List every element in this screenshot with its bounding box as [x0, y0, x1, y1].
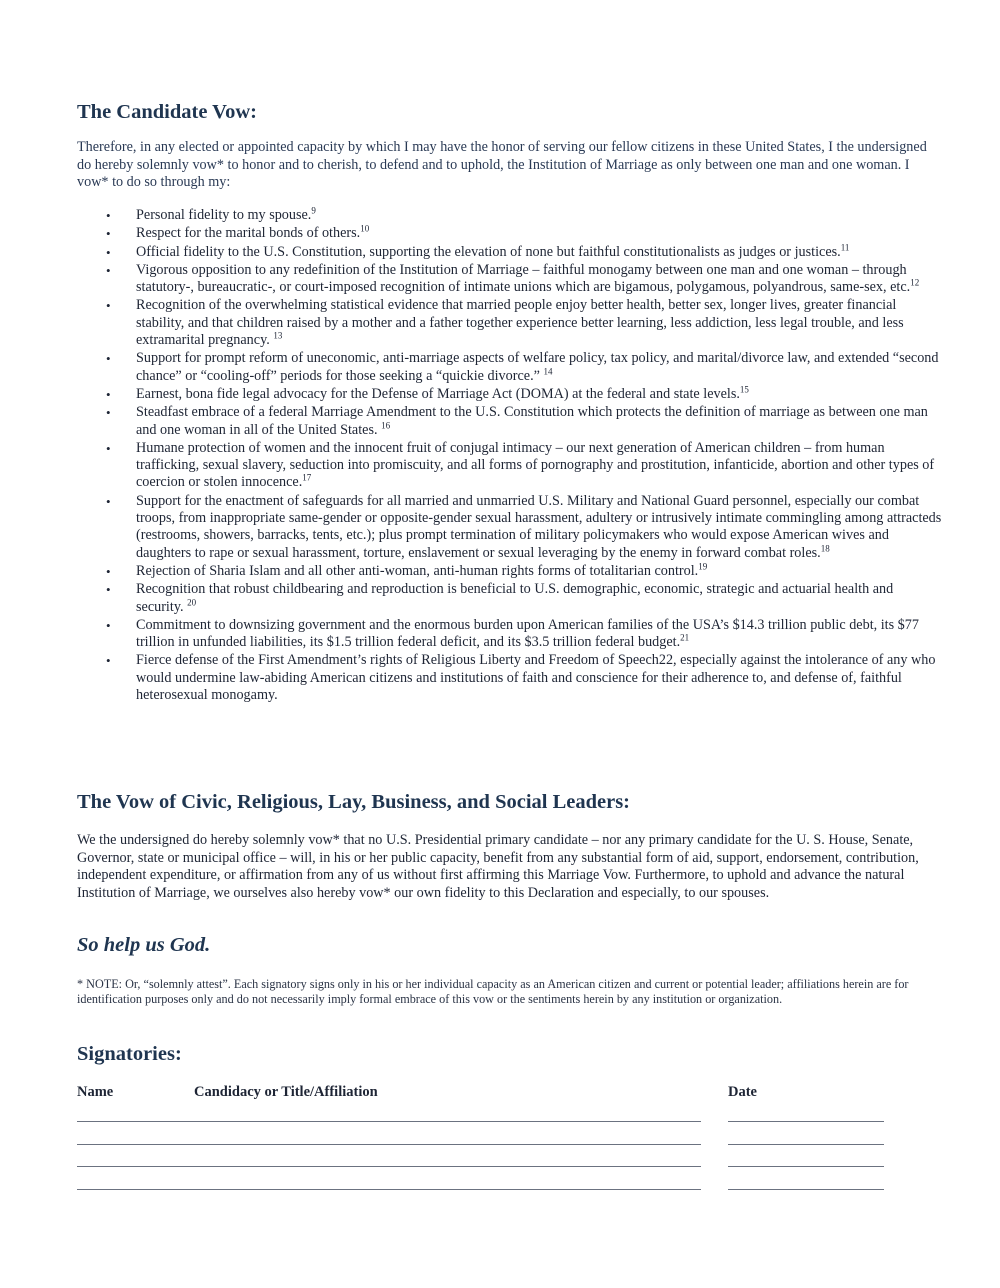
footnote-ref: 15 [739, 384, 749, 395]
bullet-icon: • [106, 493, 111, 509]
bullet-icon: • [106, 298, 111, 314]
footnote-ref: 16 [381, 419, 391, 430]
candidate-vow-intro: Therefore, in any elected or appointed capacity by which I may have the honor of serving our fellow citizens in these United States, I the undersigned do hereby solemnly vow* to honor and to cherish, to defend and to uphold, the Institution of Marriage as only between one man and one woman. I vow* to do so through my: [77, 139, 927, 190]
vow-commitment-text: Recognition that robust childbearing and reproduction is beneficial to U.S. demographic, economic, strategic and actuarial health and security. $^{20}$ [136, 581, 894, 615]
vow-commitment-item [77, 563, 943, 580]
vow-commitment-text: Fierce defense of the First Amendment’s rights of Religious Liberty and Freedom of Speech22, especially against the intolerance of any who would undermine law-abiding American citizens and institutions of faith and conscience for their adherence to, and defense of, faithful heterosexual monogamy. [136, 652, 936, 704]
bullet-icon: • [106, 262, 111, 278]
vow-commitment-text: Humane protection of women and the innocent fruit of conjugal intimacy – our next generation of American children – from human trafficking, sexual slavery, seduction into promiscuity, and all forms of pornography and prostitution, infanticide, abortion and other types of coercion or stolen innocence.$^{17}$ [136, 439, 935, 491]
bullet-icon: • [106, 386, 111, 402]
civic-vow-text: We the undersigned do hereby solemnly vow* that no U.S. Presidential primary candidate – nor any primary candidate for the U. S. House, Senate, Governor, state or municipal office – will, in his or her public capacity, benefit from any substantial form of aid, support, endorsement, contribution, independent expenditure, or affirmation from any of us without first affirming this Marriage Vow. Furthermore, to uphold and advance the natural Institution of Marriage, we ourselves also hereby vow* our own fidelity to this Declaration and especially, to our spouses. [77, 832, 919, 901]
vow-commitment-item [77, 440, 943, 492]
vow-commitment-item [77, 493, 943, 562]
vow-commitment-item [77, 241, 943, 261]
vow-commitment-item [77, 386, 943, 403]
vow-commitment-item [77, 350, 943, 385]
footnote-ref: 12 [910, 277, 920, 288]
bullet-icon: • [106, 244, 111, 260]
bullet-icon: • [106, 653, 111, 669]
name-column-header: Name [77, 1084, 114, 1100]
date-line[interactable] [728, 1166, 884, 1167]
date-line[interactable] [728, 1121, 884, 1122]
bullet-icon: • [106, 351, 111, 367]
footnote-note: * NOTE: Or, “solemnly attest”. Each signatory signs only in his or her individual capacity as an American citizen and current or potential leader; affiliations herein are for identification purposes only and do not necessarily imply formal embrace of this vow or the sentiments herein by any institution or organization. [77, 977, 909, 1006]
candidate-vow-heading: The Candidate Vow: [77, 101, 257, 123]
bullet-icon: • [106, 617, 111, 633]
date-line[interactable] [728, 1144, 884, 1145]
footnote-ref: 11 [840, 241, 850, 252]
footnote-ref: 18 [820, 542, 830, 553]
vow-commitment-text: Earnest, bona fide legal advocacy for the Defense of Marriage Act (DOMA) at the federal and state levels.$^{15}$ [136, 384, 749, 402]
bullet-icon: • [106, 226, 111, 242]
vow-commitment-item [77, 297, 943, 349]
vow-commitment-item [77, 652, 943, 704]
vow-commitment-item [77, 581, 943, 616]
bullet-icon: • [106, 563, 111, 579]
vow-commitment-text: Support for prompt reform of uneconomic, anti-marriage aspects of welfare policy, tax policy, and marital/divorce law, and extended “second chance” or “cooling-off” periods for those seeking a “quickie divorce.” $^{14}$ [136, 350, 939, 384]
footnote-ref: 10 [360, 223, 370, 234]
vow-commitment-text: Official fidelity to the U.S. Constitution, supporting the elevation of none but faithful constitutionalists as judges or justices.$^{11}$ [136, 241, 850, 260]
vow-commitment-text: Steadfast embrace of a federal Marriage Amendment to the U.S. Constitution which protects the definition of marriage as between one man and one woman in all of the United States. $^{16}$ [136, 404, 928, 438]
bullet-icon: • [106, 405, 111, 421]
footnote-ref: 17 [302, 472, 312, 483]
footnote-ref: 13 [273, 330, 283, 341]
vow-commitment-text: Vigorous opposition to any redefinition of the Institution of Marriage – faithful monogamy between one man and one woman – through statutory-, bureaucratic-, or court-imposed recognition of intimate unions which are bigamous, polygamous, polyandrous, same-sex, etc.$^{12}$ [136, 261, 920, 296]
bullet-icon: • [106, 582, 111, 598]
signature-line[interactable] [77, 1144, 701, 1145]
vow-commitment-text: Commitment to downsizing government and the enormous burden upon American families of the USA’s $14.3 trillion public debt, its $77 trillion in unfunded liabilities, its $1.5 trillion federal deficit, and its $3.5 trillion federal budget.$^{21}$ [136, 616, 919, 651]
footnote-ref: 21 [680, 632, 690, 643]
vow-commitment-item [77, 617, 943, 652]
vow-commitment-item [77, 404, 943, 439]
vow-commitment-text: Respect for the marital bonds of others.$^{10}$ [136, 223, 370, 242]
vow-commitment-item [77, 225, 943, 242]
vow-commitment-text: Personal fidelity to my spouse.$^9$ [136, 205, 316, 223]
vow-commitment-text: Recognition of the overwhelming statistical evidence that married people enjoy better health, better sex, longer lives, greater financial stability, and that children raised by a mother and a father together experience better learning, less addiction, less legal trouble, and less extramarital pregnancy. $^{13}$ [136, 297, 904, 349]
footnote-ref: 14 [543, 365, 553, 376]
candidacy-column-header: Candidacy or Title/Affiliation [194, 1084, 378, 1100]
signatories-heading: Signatories: [77, 1043, 182, 1065]
civic-vow-heading: The Vow of Civic, Religious, Lay, Business, and Social Leaders: [77, 791, 631, 813]
vow-commitment-item [77, 207, 943, 224]
footnote-ref: 19 [698, 561, 708, 572]
vow-commitment-text: Rejection of Sharia Islam and all other anti-woman, anti-human rights forms of totalitarian control.$^{19}$ [136, 561, 708, 579]
signature-line[interactable] [77, 1166, 701, 1167]
bullet-icon: • [106, 208, 111, 223]
date-column-header: Date [728, 1084, 757, 1100]
signature-line[interactable] [77, 1189, 701, 1190]
vow-commitment-text: Support for the enactment of safeguards for all married and unmarried U.S. Military and National Guard personnel, especially our combat troops, from inappropriate same-gender or opposite-gender sexual harassment, adultery or intrusively intimate commingling among attracteds (restrooms, showers, barracks, tents, etc.); plus prompt termination of military policymakers who would expose American wives and daughters to rape or sexual harassment, torture, enslavement or sexual leveraging by the enemy in forward combat roles.$^{18}$ [136, 492, 942, 561]
vow-commitments-list [77, 207, 943, 705]
footnote-ref: 9 [311, 205, 316, 216]
signature-line[interactable] [77, 1121, 701, 1122]
bullet-icon: • [106, 440, 111, 456]
vow-commitment-item [77, 262, 943, 297]
date-line[interactable] [728, 1189, 884, 1190]
closing-heading: So help us God. [77, 934, 211, 956]
footnote-ref: 20 [187, 596, 197, 607]
